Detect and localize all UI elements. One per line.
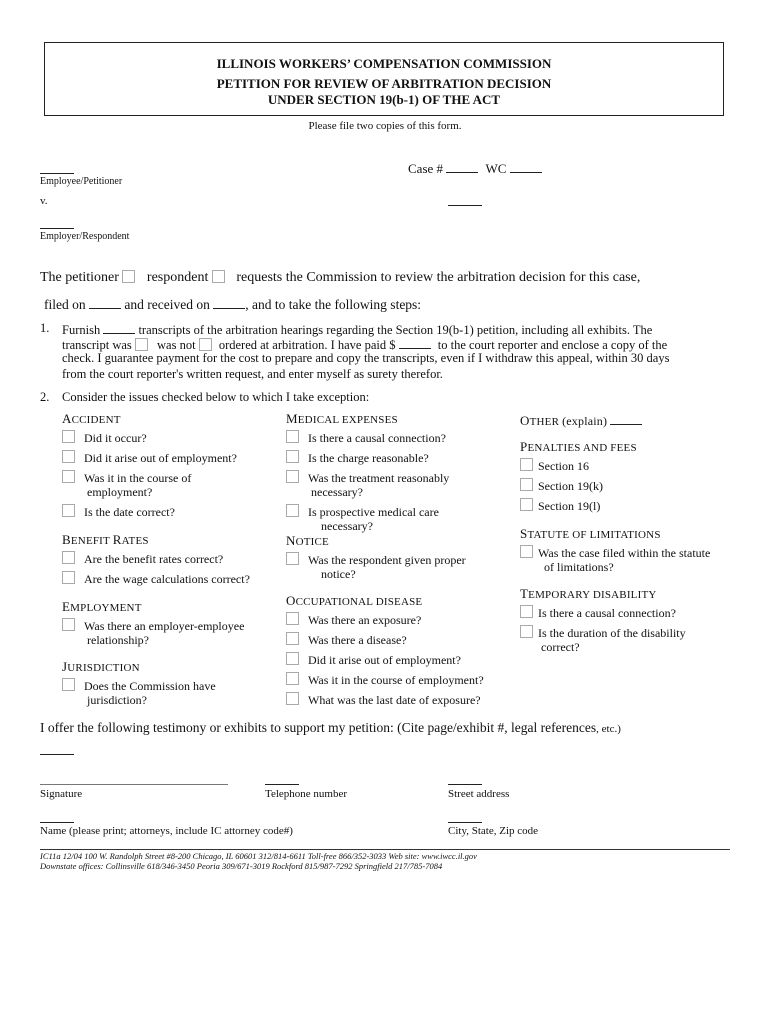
medical-charge-checkbox[interactable] xyxy=(286,450,299,463)
signature-line[interactable] xyxy=(40,784,228,785)
respondent-label: respondent xyxy=(146,270,209,285)
employee-line[interactable] xyxy=(40,173,74,174)
notice-heading: NOTICE xyxy=(286,533,329,548)
name-label: Name (please print; attorneys, include IC attorney code#) xyxy=(40,825,293,837)
section-19k-checkbox[interactable] xyxy=(520,478,533,491)
footer-rule xyxy=(40,849,730,850)
city-line[interactable] xyxy=(448,822,482,823)
accident-heading: ACCIDENT xyxy=(62,411,121,426)
step-1-line-3: check. I guarantee payment for the cost to prepare and copy the transcripts, even if I withdraw this appeal, within 30 days xyxy=(62,351,670,365)
occupational-disease-checkbox[interactable] xyxy=(286,632,299,645)
accident-date-checkbox[interactable] xyxy=(62,504,75,517)
jurisdiction-checkbox[interactable] xyxy=(62,678,75,691)
paid-amount-field[interactable] xyxy=(399,336,431,349)
was-not-label: was not xyxy=(157,338,196,352)
step-1-line-4: from the court reporter's written request, and enter myself as surety therefor. xyxy=(62,367,443,381)
wc-number-field[interactable] xyxy=(510,160,542,173)
title-line-2: PETITION FOR REVIEW OF ARBITRATION DECISION xyxy=(216,76,552,91)
employer-line[interactable] xyxy=(40,228,74,229)
title-line-3: UNDER SECTION 19(b-1) OF THE ACT xyxy=(267,92,501,107)
title-box xyxy=(44,42,724,116)
telephone-line[interactable] xyxy=(265,784,299,785)
filed-on-label: filed on xyxy=(44,297,86,312)
penalties-heading: PENALTIES AND FEES xyxy=(520,439,637,454)
transcripts-count-field[interactable] xyxy=(103,321,135,334)
testimony-text: I offer the following testimony or exhibits to support my petition: (Cite page/exhibit #, legal references, etc.) xyxy=(40,720,621,735)
transcript-was-checkbox[interactable] xyxy=(135,338,148,351)
footer-line-1: IC11a 12/04 100 W. Randolph Street #8-200 Chicago, IL 60601 312/814-6611 Toll-free 866/352-3033 Web site: www.iwcc.il.gov xyxy=(40,851,477,861)
accident-occur-checkbox[interactable] xyxy=(62,430,75,443)
employment-relationship-checkbox[interactable] xyxy=(62,618,75,631)
case-label: Case # xyxy=(408,161,444,176)
temporary-duration-checkbox[interactable] xyxy=(520,625,533,638)
step-1-line-1-rest: transcripts of the arbitration hearings regarding the Section 19(b-1) petition, including all exhibits. The xyxy=(138,323,653,337)
occupational-course-checkbox[interactable] xyxy=(286,672,299,685)
case-extra-line[interactable] xyxy=(448,205,482,206)
temporary-causal-checkbox[interactable] xyxy=(520,605,533,618)
step-2-number: 2. xyxy=(40,390,50,404)
received-on-label: and received on xyxy=(124,297,210,312)
medical-heading: MEDICAL EXPENSES xyxy=(286,411,398,426)
footer-line-2: Downstate offices: Collinsville 618/346-3450 Peoria 309/671-3019 Rockford 815/987-7292 Springfield 217/785-7084 xyxy=(40,861,443,871)
statute-heading: STATUTE OF LIMITATIONS xyxy=(520,526,661,541)
wc-label: WC xyxy=(485,161,507,176)
medical-causal-checkbox[interactable] xyxy=(286,430,299,443)
case-number-row xyxy=(408,160,542,177)
steps-text: , and to take the following steps: xyxy=(245,297,422,312)
step-2-text: Consider the issues checked below to which I take exception: xyxy=(62,390,370,404)
employment-heading: EMPLOYMENT xyxy=(62,599,142,614)
filed-on-field[interactable] xyxy=(89,296,121,309)
medical-treatment-checkbox[interactable] xyxy=(286,470,299,483)
versus-label: v. xyxy=(40,195,48,207)
street-line[interactable] xyxy=(448,784,482,785)
case-number-field[interactable] xyxy=(446,160,478,173)
other-explain-field[interactable] xyxy=(610,412,642,425)
accident-course-checkbox[interactable] xyxy=(62,470,75,483)
petitioner-row xyxy=(40,270,640,286)
step-1-number: 1. xyxy=(40,321,50,335)
petitioner-label: The petitioner xyxy=(40,270,119,285)
telephone-label: Telephone number xyxy=(265,788,348,800)
transcript-was-label: transcript was xyxy=(62,338,132,352)
section-19l-checkbox[interactable] xyxy=(520,498,533,511)
petitioner-checkbox[interactable] xyxy=(122,270,135,283)
benefit-rates-checkbox[interactable] xyxy=(62,551,75,564)
notice-checkbox[interactable] xyxy=(286,552,299,565)
testimony-field[interactable] xyxy=(40,754,74,755)
employer-label: Employer/Respondent xyxy=(40,231,130,242)
title-line-1: ILLINOIS WORKERS’ COMPENSATION COMMISSION xyxy=(216,56,552,71)
employee-label: Employee/Petitioner xyxy=(40,176,123,187)
paid-rest-text: to the court reporter and enclose a copy of the xyxy=(437,338,668,352)
ordered-text: ordered at arbitration. I have paid $ xyxy=(218,338,396,352)
furnish-label: Furnish xyxy=(62,323,101,337)
jurisdiction-heading: JURISDICTION xyxy=(62,659,140,674)
medical-prospective-checkbox[interactable] xyxy=(286,504,299,517)
filed-row xyxy=(44,296,421,313)
occupational-exposure-checkbox[interactable] xyxy=(286,612,299,625)
benefit-wages-checkbox[interactable] xyxy=(62,571,75,584)
temporary-heading: TEMPORARY DISABILITY xyxy=(520,586,657,601)
other-heading: OTHER (explain) xyxy=(520,412,642,429)
respondent-checkbox[interactable] xyxy=(212,270,225,283)
street-label: Street address xyxy=(448,788,510,800)
filing-note: Please file two copies of this form. xyxy=(308,120,462,132)
was-not-checkbox[interactable] xyxy=(199,338,212,351)
signature-label: Signature xyxy=(40,788,83,800)
requests-text: requests the Commission to review the arbitration decision for this case, xyxy=(236,270,641,285)
name-line[interactable] xyxy=(40,822,74,823)
city-label: City, State, Zip code xyxy=(448,825,539,837)
received-on-field[interactable] xyxy=(213,296,245,309)
section-16-checkbox[interactable] xyxy=(520,458,533,471)
statute-checkbox[interactable] xyxy=(520,545,533,558)
occupational-last-date-checkbox[interactable] xyxy=(286,692,299,705)
occupational-arise-checkbox[interactable] xyxy=(286,652,299,665)
benefit-rates-heading: BENEFIT RATES xyxy=(62,532,149,547)
accident-arise-checkbox[interactable] xyxy=(62,450,75,463)
occupational-heading: OCCUPATIONAL DISEASE xyxy=(286,593,423,608)
